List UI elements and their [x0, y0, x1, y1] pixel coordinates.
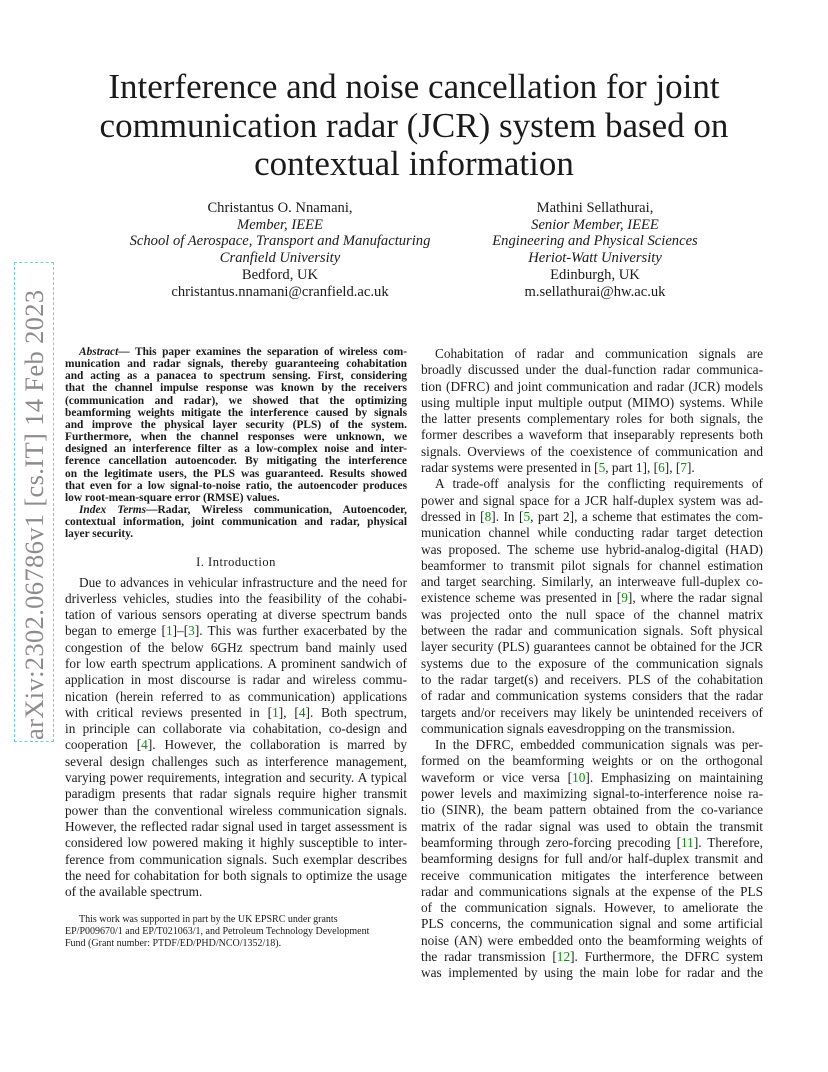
abstract-line: designed an interference filter as a low-complex noise and inter- [65, 443, 407, 456]
text-line: using multiple input multiple output (MIMO) systems. While [421, 394, 763, 410]
text-line: Cohabitation of radar and communication signals are [435, 346, 763, 361]
footnote [65, 914, 407, 949]
author-name: Mathini Sellathurai, [536, 200, 654, 216]
text-line: formed on the beamforming weights or on the orthogonal [421, 753, 763, 769]
text-line: in principle can collaborate via cohabitation, co-design and [65, 721, 407, 737]
text-line: for low earth spectrum applications. A prominent sandwich of [65, 655, 407, 671]
text-line: between the radar and communication signals. Soft physical [421, 623, 763, 639]
footnote-line: EP/P009670/1 and EP/T021063/1, and Petroleum Technology Development [65, 926, 370, 938]
text-line: the latter presents complementary roles for both signals, the [421, 411, 763, 427]
text-line: paradigm presents that radar signals require higher transmit [65, 786, 407, 802]
footnote-line: This work was supported in part by the UK EPSRC under grants [79, 914, 338, 926]
citation-link[interactable]: 4 [141, 737, 148, 753]
index-terms-line: Index Terms—Radar, Wireless communication, Autoencoder, [79, 504, 407, 517]
text-line: varying power requirements, integration and security. A typical [65, 770, 407, 786]
abstract [65, 346, 407, 504]
author-university: Cranfield University [219, 250, 341, 267]
paragraph [421, 737, 763, 981]
author-department: School of Aerospace, Transport and Manufacturing [129, 233, 431, 250]
text-line: receive communication mitigates the interference between [421, 867, 763, 883]
text-line: power and signal space for a JCR half-duplex system was ad- [421, 492, 763, 508]
text-line: was proposed. The scheme use hybrid-analog-digital (HAD) [421, 541, 763, 557]
author-membership: Senior Member, IEEE [531, 216, 659, 233]
abstract-line: low root-mean-square error (RMSE) values. [65, 491, 280, 504]
text-line: and target searching. Similarly, an interweave full-duplex co- [421, 574, 763, 590]
citation-link[interactable]: 5 [523, 508, 531, 524]
title-line: contextual information [254, 144, 574, 183]
citation-link[interactable]: 11 [681, 834, 694, 850]
paper-title [60, 68, 768, 184]
text-line: of the communication signals. However, to ameliorate the [421, 900, 763, 916]
abstract-line: (communication and radar), we showed that the optimizing [65, 394, 407, 407]
text-line: radar systems were presented in [5, part 1], [6], [7]. [421, 460, 695, 476]
citation-link[interactable]: 6 [658, 460, 665, 476]
abstract-label: Abstract [79, 346, 119, 358]
text-line: the need for cohabitation for both signals to optimize the usage [65, 867, 407, 883]
author-membership: Member, IEEE [237, 216, 323, 233]
text-line: beamformer to transmit pilot signals for channel estimation [421, 557, 763, 573]
citation-link[interactable]: 4 [298, 704, 306, 720]
author-name: Christantus O. Nnamani, [207, 200, 353, 216]
abstract-line: munication and radar signals, thereby guaranteeing cohabitation [65, 358, 407, 371]
right-column [421, 346, 763, 982]
text-line: tio (SINR), the beam pattern obtained from the co-variance [421, 802, 763, 818]
paragraph [421, 346, 763, 476]
author-department: Engineering and Physical Sciences [492, 233, 698, 250]
abstract-line: Furthermore, when the channel responses were unknown, we [65, 431, 407, 444]
footnote-line: Fund (Grant number: PTDF/ED/PHD/NCO/1352/18). [65, 937, 282, 949]
text-line: radar and communications signals at the expense of the PLS [421, 883, 763, 899]
text-line: was implemented by using the main lobe for radar and the [421, 965, 763, 981]
text-line: cooperation [4]. However, the collaboration is marred by [65, 737, 407, 753]
text-line: Due to advances in vehicular infrastructure and the need for [79, 574, 407, 590]
text-line: power than the conventional wireless communication signals. [65, 802, 407, 818]
text-line: several design challenges such as interference management, [65, 753, 407, 769]
index-terms-line: contextual information, joint communication and radar, physical [65, 516, 407, 529]
text-line: PLS concerns, the communication signal and some artificial [421, 916, 763, 932]
text-line: waveform or vice versa [10]. Emphasizing on maintaining [421, 769, 763, 785]
text-line: application in most discourse is radar and wireless commu- [65, 672, 407, 688]
text-line: of radar and communication systems considers that the radar [421, 688, 763, 704]
author-city: Edinburgh, UK [550, 266, 640, 283]
citation-link[interactable]: 12 [556, 948, 571, 964]
text-line: former describes a waveform that inseparably represents both [421, 427, 763, 443]
text-line: signals. Overviews of the coexistence of communication and [421, 443, 763, 459]
citation-link[interactable]: 9 [621, 590, 628, 606]
author-email[interactable]: christantus.nnamani@cranfield.ac.uk [171, 283, 389, 300]
index-terms-line: layer security. [65, 528, 134, 541]
text-line: tion (DFRC) and joint communication and radar (JCR) models [421, 378, 763, 394]
intro-paragraph [65, 575, 407, 901]
left-column [65, 346, 407, 949]
author-university: Heriot-Watt University [528, 250, 662, 267]
text-line: tation of various sensors operating at diverse spectrum bands [65, 607, 407, 623]
author-email[interactable]: m.sellathurai@hw.ac.uk [524, 283, 666, 300]
abstract-line: that the channel impulse response was known by the receivers [65, 382, 407, 395]
abstract-line: on the legitimate users, the PLS was guaranteed. Results showed [65, 467, 407, 480]
citation-link[interactable]: 1 [272, 704, 279, 720]
text-line: beamforming through zero-forcing precoding [11]. Therefore, [421, 834, 763, 850]
text-line: broadly discussed under the dual-function radar communica- [421, 362, 763, 378]
text-line: to the radar target(s) and receivers. PLS of the cohabitation [421, 671, 763, 687]
text-line: driverless vehicles, studies into the feasibility of the cohabi- [65, 590, 407, 606]
author-block-2 [470, 200, 720, 300]
text-line: ference from communication signals. Such exemplar describes [65, 851, 407, 867]
text-line: congestion of the below 6GHz spectrum band mainly used [65, 639, 407, 655]
citation-link[interactable]: 7 [680, 460, 687, 476]
citation-link[interactable]: 5 [598, 460, 606, 476]
text-line: noise (AN) were embedded onto the beamforming weights of [421, 932, 763, 948]
citation-link[interactable]: 1 [165, 623, 173, 639]
arxiv-identifier[interactable]: arXiv:2302.06786v1 [cs.IT] 14 Feb 2023 [19, 289, 49, 740]
text-line: dressed in [8]. In [5, part 2], a scheme that estimates the com- [421, 508, 763, 524]
index-terms-label: Index Terms [79, 504, 147, 517]
text-line: the radar transmission [12]. Furthermore, the DFRC system [421, 948, 764, 964]
text-line: beamforming designs for full and/or half-duplex transmit and [421, 851, 763, 867]
title-line: communication radar (JCR) system based on [99, 105, 729, 145]
text-line: nication (herein referred to as communication) applications [65, 688, 407, 704]
abstract-line: beamforming weights mitigate the interference caused by signals [65, 406, 407, 419]
text-line: began to emerge [1]–[3]. This was further exacerbated by the [65, 623, 407, 639]
text-line: A trade-off analysis for the conflicting requirements of [435, 476, 763, 492]
text-line: layer security (PLS) guarantees cannot be obtained for the JCR [421, 639, 763, 655]
abstract-line: and acting as a panacea to spectrum sensing. First, considering [65, 370, 407, 383]
citation-link[interactable]: 3 [188, 623, 195, 639]
text-line: of the available spectrum. [65, 884, 203, 900]
citation-link[interactable]: 8 [484, 508, 492, 524]
abstract-line: that even for a low signal-to-noise ratio, the autoencoder produces [65, 479, 407, 492]
author-city: Bedford, UK [241, 266, 319, 283]
text-line: targets and/or receivers may likely be unintended receivers of [421, 704, 763, 720]
text-line: matrix of the radar signal was used to obtain the transmit [421, 818, 763, 834]
text-line: munication channel while conducting radar target detection [421, 525, 763, 541]
text-line: considered low powered making it highly susceptible to inter- [65, 835, 407, 851]
abstract-line: ference cancellation autoencoder. By mitigating the interference [65, 455, 407, 468]
abstract-line: Abstract— This paper examines the separation of wireless com- [79, 346, 407, 358]
abstract-line: and improve the physical layer security (PLS) of the system. [65, 418, 407, 431]
text-line: In the DFRC, embedded communication signals was per- [435, 737, 763, 753]
text-line: existence scheme was presented in [9], where the radar signal [421, 590, 764, 606]
text-line: However, the reflected radar signal used in target assessment is [65, 818, 407, 834]
citation-link[interactable]: 10 [572, 769, 586, 785]
text-line: systems due to the exposure of the communication signals [421, 655, 763, 671]
text-line: power levels and maximizing signal-to-interference noise ra- [421, 786, 763, 802]
section-heading: I. Introduction [196, 554, 276, 569]
text-line: was projected onto the null space of the channel matrix [421, 606, 763, 622]
title-line: Interference and noise cancellation for joint [108, 67, 720, 106]
text-line: with critical reviews presented in [1], [4]. Both spectrum, [65, 704, 407, 720]
index-terms [65, 504, 407, 540]
text-line: communication signals eavesdropping on the transmission. [421, 720, 735, 736]
author-block-1 [120, 200, 440, 300]
paragraph [421, 476, 763, 737]
